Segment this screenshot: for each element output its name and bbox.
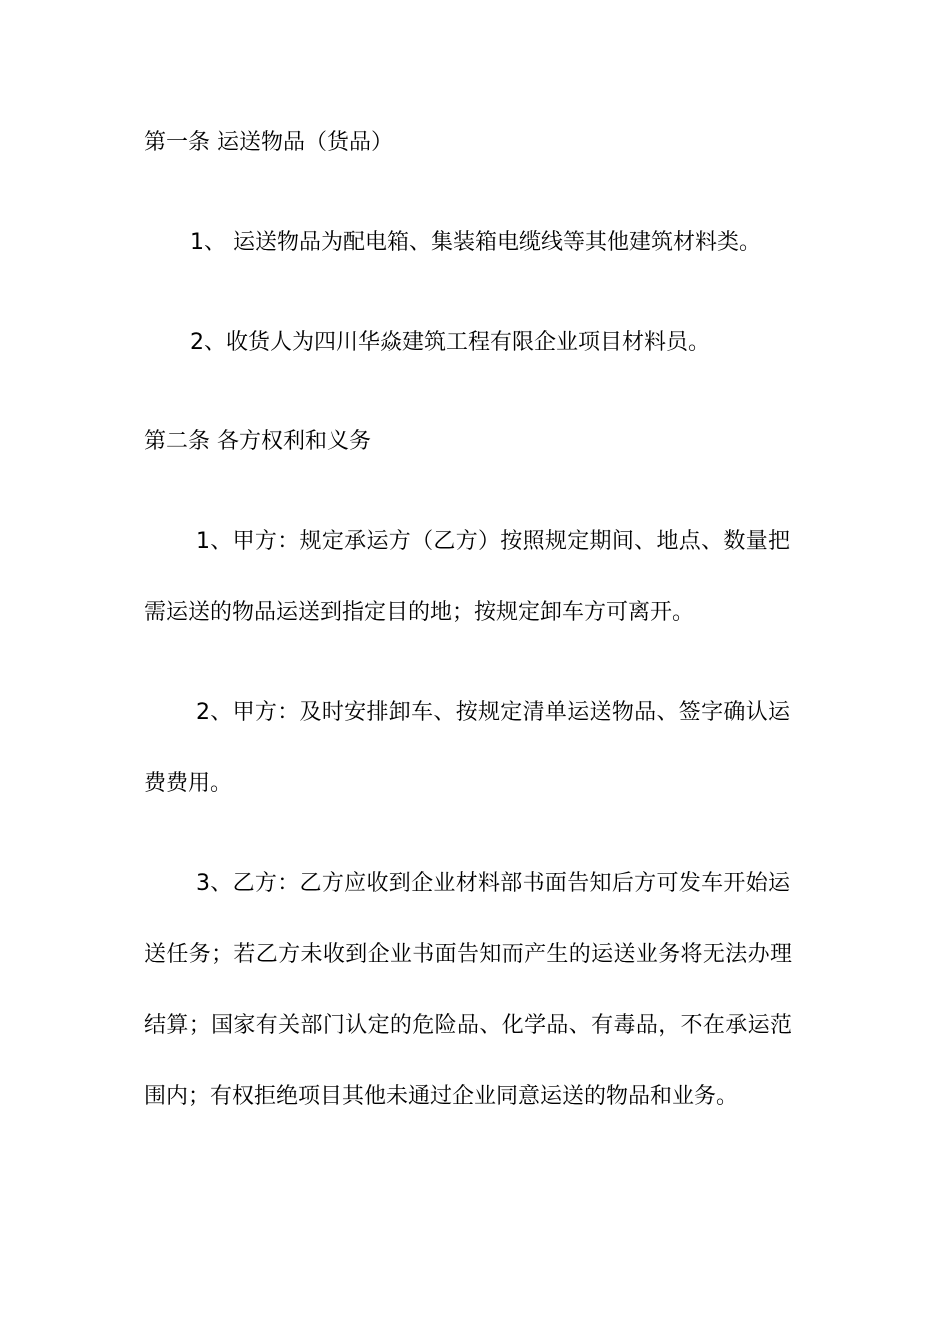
article-2-heading: 第二条 各方权利和义务: [144, 429, 371, 454]
article-1-item-1: 1、 运送物品为配电箱、集装箱电缆线等其他建筑材料类。: [190, 230, 761, 255]
article-1-item-2: 2、收货人为四川华焱建筑工程有限企业项目材料员。: [190, 330, 710, 355]
article-2-clause-2-line-2: 费费用。: [144, 771, 233, 796]
article-1-heading: 第一条 运送物品（货品）: [144, 130, 393, 155]
article-2-clause-3-line-2: 送任务；若乙方未收到企业书面告知而产生的运送业务将无法办理: [144, 942, 792, 967]
article-2-clause-3-line-4: 围内；有权拒绝项目其他未通过企业同意运送的物品和业务。: [144, 1084, 739, 1109]
article-2-clause-2-line-1: 2、甲方：及时安排卸车、按规定清单运送物品、签字确认运: [196, 700, 790, 725]
article-2-clause-1-line-1: 1、甲方：规定承运方（乙方）按照规定期间、地点、数量把: [196, 529, 790, 554]
article-2-clause-1-line-2: 需运送的物品运送到指定目的地；按规定卸车方可离开。: [144, 600, 695, 625]
article-2-clause-3-line-1: 3、乙方：乙方应收到企业材料部书面告知后方可发车开始运: [196, 871, 790, 896]
article-2-clause-3-line-3: 结算；国家有关部门认定的危险品、化学品、有毒品，不在承运范: [144, 1013, 792, 1038]
